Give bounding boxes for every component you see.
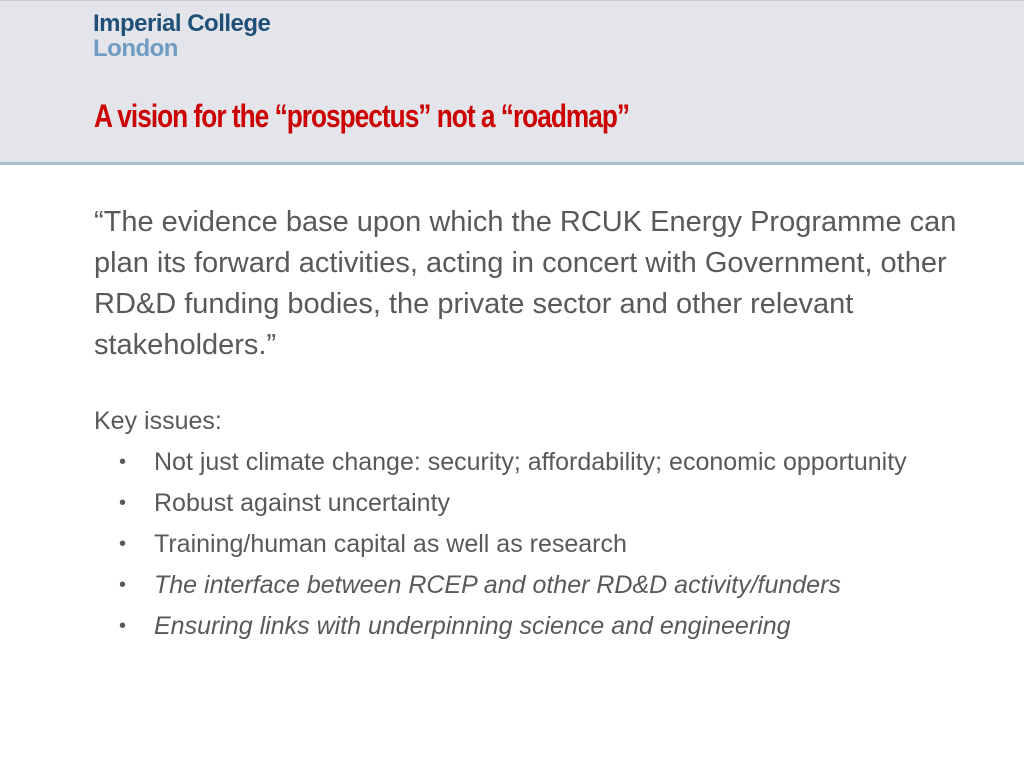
issue-text: The interface between RCEP and other RD&D activity/funders bbox=[154, 571, 841, 599]
logo-line-imperial-college: Imperial College bbox=[93, 10, 271, 37]
slide-header bbox=[0, 0, 1024, 162]
issue-text: Not just climate change: security; affordability; economic opportunity bbox=[154, 448, 907, 476]
issue-text: Ensuring links with underpinning science and engineering bbox=[154, 612, 791, 640]
bullet-icon: • bbox=[119, 451, 127, 473]
key-issues-list bbox=[94, 446, 974, 651]
imperial-college-logo bbox=[93, 11, 270, 61]
vision-quote: “The evidence base upon which the RCUK Energy Programme can plan its forward activities, acting in concert with Government, other RD&D funding bodies, the private sector and other relevant stakeholders.” bbox=[94, 206, 957, 361]
issue-item bbox=[94, 487, 974, 520]
header-divider bbox=[0, 162, 1024, 165]
issue-item bbox=[94, 569, 974, 602]
issue-text: Training/human capital as well as research bbox=[154, 530, 627, 558]
issue-item bbox=[94, 528, 974, 561]
bullet-icon: • bbox=[119, 533, 127, 555]
issue-item bbox=[94, 446, 974, 479]
issue-text: Robust against uncertainty bbox=[154, 489, 451, 517]
bullet-icon: • bbox=[119, 574, 127, 596]
logo-line-london: London bbox=[93, 35, 178, 62]
issue-item bbox=[94, 610, 974, 643]
bullet-icon: • bbox=[119, 615, 127, 637]
slide-title: A vision for the “prospectus” not a “roadmap” bbox=[94, 98, 630, 134]
key-issues-label: Key issues: bbox=[94, 407, 222, 435]
bullet-icon: • bbox=[119, 492, 127, 514]
